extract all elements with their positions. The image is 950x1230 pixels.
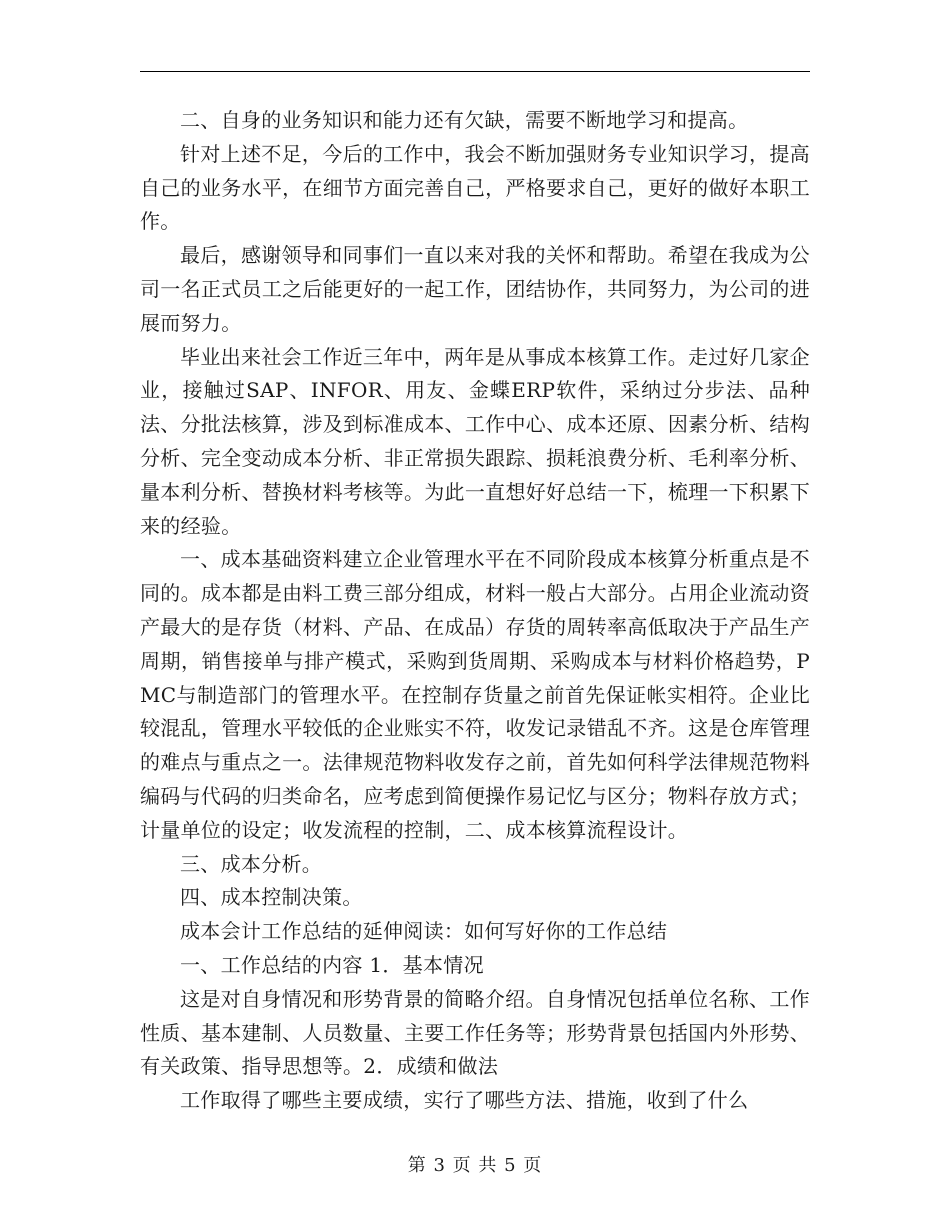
paragraph: 三、成本分析。 [180,851,323,876]
paragraph: 工作取得了哪些主要成绩，实行了哪些方法、措施，收到了什么 [180,1088,749,1113]
paragraph: 一、工作总结的内容 1．基本情况 [180,952,484,977]
paragraph: 这是对自身情况和形势背景的简略介绍。自身情况包括单位名称、工作性质、基本建制、人员数量、主要工作任务等；形势背景包括国内外形势、有关政策、指导思想等。2．成绩和做法 [140,986,810,1079]
document-body [140,104,810,1118]
page-number: 第 3 页 共 5 页 [407,1155,543,1176]
paragraph: 成本会计工作总结的延伸阅读：如何写好你的工作总结 [180,919,668,944]
paragraph: 二、自身的业务知识和能力还有欠缺，需要不断地学习和提高。 [180,108,749,132]
paragraph: 毕业出来社会工作近三年中，两年是从事成本核算工作。走过好几家企业，接触过SAP、INFOR、用友、金蝶ERP软件，采纳过分步法、品种法、分批法核算，涉及到标准成本、工作中心、成本还原、因素分析、结构分析、完全变动成本分析、非正常损失跟踪、损耗浪费分析、毛利率分析、量本利分析、替换材料考核等。为此一直想好好总结一下，梳理一下积累下来的经验。 [140,344,810,538]
paragraph: 一、成本基础资料建立企业管理水平在不同阶段成本核算分析重点是不同的。成本都是由料工费三部分组成，材料一般占大部分。占用企业流动资产最大的是存货（材料、产品、在成品）存货的周转率高低取决于产品生产周期，销售接单与排产模式，采购到货周期、采购成本与材料价格趋势，PMC与制造部门的管理水平。在控制存货量之前首先保证帐实相符。企业比较混乱，管理水平较低的企业账实不符，收发记录错乱不齐。这是仓库管理的难点与重点之一。法律规范物料收发存之前，首先如何科学法律规范物料编码与代码的归类命名，应考虑到简便操作易记忆与区分；物料存放方式；计量单位的设定；收发流程的控制，二、成本核算流程设计。 [140,547,810,842]
header-rule [140,71,810,72]
paragraph: 针对上述不足，今后的工作中，我会不断加强财务专业知识学习，提高自己的业务水平，在细节方面完善自己，严格要求自己，更好的做好本职工作。 [140,141,810,234]
paragraph: 最后，感谢领导和同事们一直以来对我的关怀和帮助。希望在我成为公司一名正式员工之后能更好的一起工作，团结协作，共同努力，为公司的进展而努力。 [140,243,810,335]
paragraph: 四、成本控制决策。 [180,885,363,910]
